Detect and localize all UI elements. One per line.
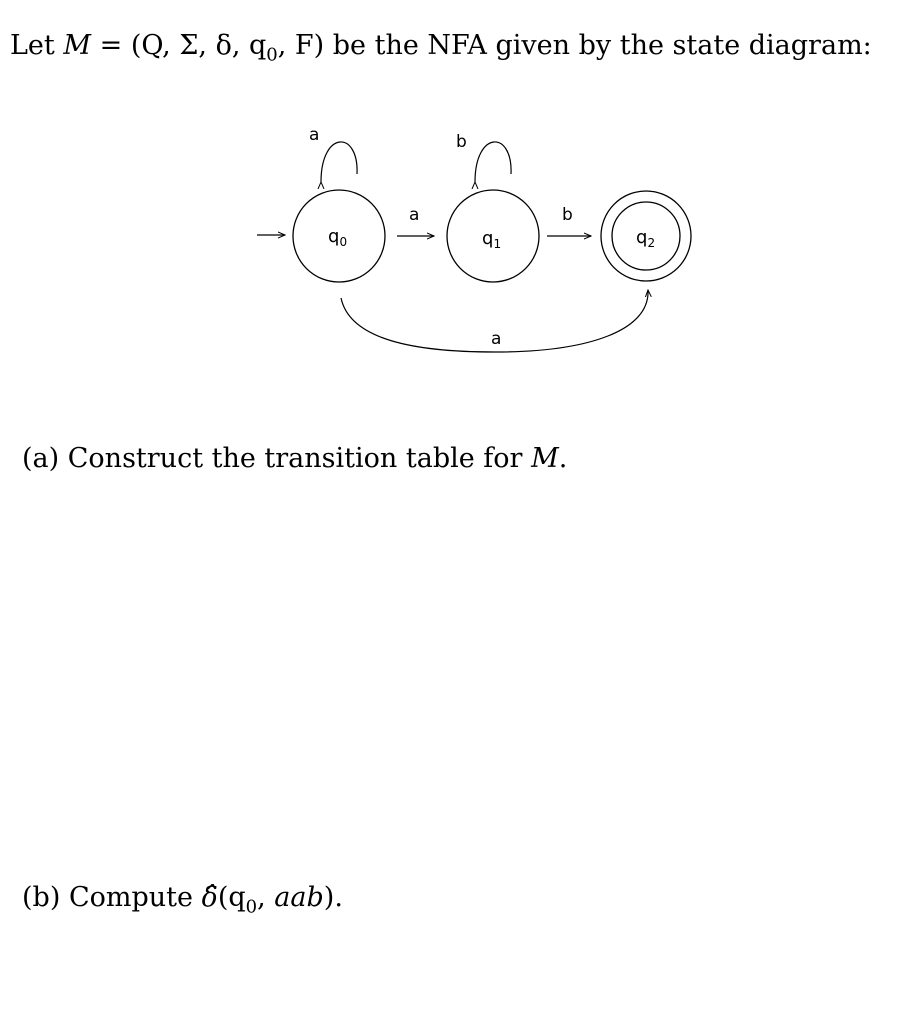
part-a-var: M — [531, 443, 559, 474]
self-loop-q1 — [475, 142, 511, 182]
state-q2-accepting — [601, 191, 691, 281]
part-a-end: . — [558, 443, 568, 474]
part-a-text: Construct the transition table for — [67, 443, 523, 474]
part-a-marker: (a) — [22, 443, 60, 474]
nfa-state-diagram — [0, 0, 909, 420]
state-q1 — [447, 190, 539, 282]
problem-intro: Let — [10, 30, 55, 61]
edge-q0-q1-label: a — [409, 205, 420, 225]
self-loop-q1-label: b — [456, 132, 467, 152]
part-b-args: ($q_0$, aab). — [217, 882, 343, 918]
state-q2-label: $q_2$ — [636, 227, 656, 250]
part-a — [22, 441, 567, 477]
machine-symbol: M — [63, 30, 92, 61]
edge-q0-q2-label: a — [491, 329, 502, 349]
self-loop-q0 — [321, 142, 357, 182]
part-b — [22, 880, 343, 925]
state-q0 — [293, 190, 385, 282]
part-b-text: Compute — [68, 882, 193, 913]
state-q1-label: $q_1$ — [482, 228, 502, 251]
self-loop-q0-label: a — [309, 125, 320, 145]
tuple-open: (Q, Σ, δ, $q_0$, F) — [130, 30, 325, 66]
equals-sign: = — [99, 30, 123, 61]
state-q0-label: $q_0$ — [328, 226, 348, 249]
problem-rest: be the NFA given by the state diagram: — [332, 30, 872, 61]
edge-q1-q2-label: b — [562, 205, 573, 225]
part-b-marker: (b) — [22, 882, 61, 913]
part-b-function: δ̂ — [201, 882, 218, 913]
